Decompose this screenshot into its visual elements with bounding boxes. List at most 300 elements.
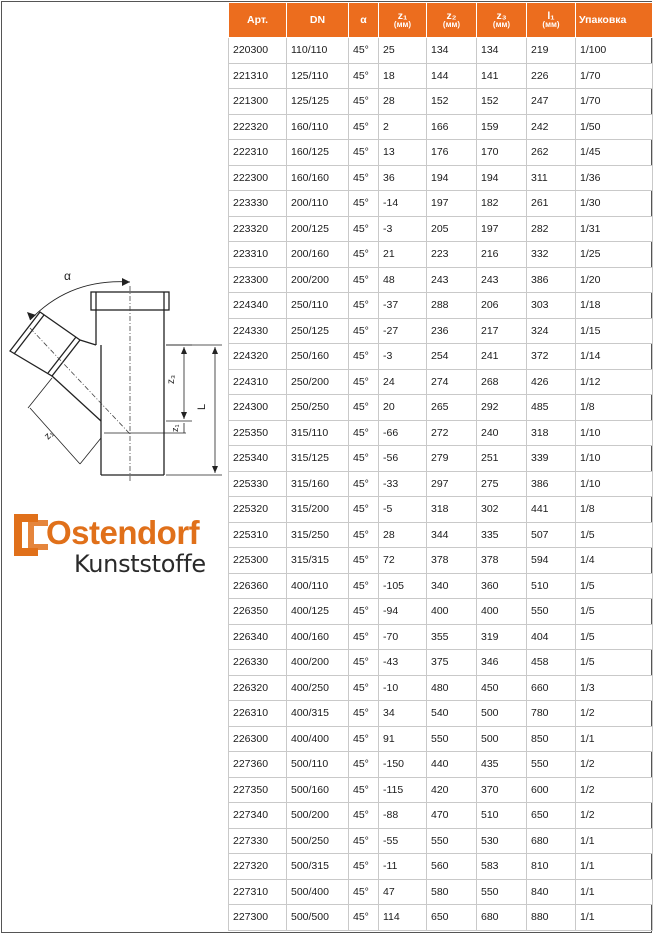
cell-col-art: 222300 — [229, 165, 287, 191]
cell-col-z1: 13 — [379, 140, 427, 166]
cell-col-dn: 110/110 — [287, 38, 349, 64]
cell-col-alpha: 45° — [349, 89, 379, 115]
cell-col-dn: 250/200 — [287, 369, 349, 395]
cell-col-z1: 34 — [379, 701, 427, 727]
cell-col-dn: 400/400 — [287, 726, 349, 752]
cell-col-art: 225340 — [229, 446, 287, 472]
cell-col-z1: -94 — [379, 599, 427, 625]
cell-col-packaging: 1/100 — [576, 38, 653, 64]
cell-col-z1: 47 — [379, 879, 427, 905]
cell-col-packaging: 1/10 — [576, 471, 653, 497]
cell-col-l1: 318 — [527, 420, 576, 446]
cell-col-z3: 197 — [477, 216, 527, 242]
z3-arrow-top — [181, 347, 187, 354]
cell-col-z1: -43 — [379, 650, 427, 676]
cell-col-z1: -11 — [379, 854, 427, 880]
cell-col-art: 225330 — [229, 471, 287, 497]
cell-col-packaging: 1/5 — [576, 599, 653, 625]
cell-col-packaging: 1/18 — [576, 293, 653, 319]
cell-col-z1: 21 — [379, 242, 427, 268]
cell-col-alpha: 45° — [349, 293, 379, 319]
cell-col-z1: -150 — [379, 752, 427, 778]
cell-col-z2: 176 — [427, 140, 477, 166]
cell-col-z2: 144 — [427, 63, 477, 89]
cell-col-z1: -3 — [379, 344, 427, 370]
cell-col-dn: 250/125 — [287, 318, 349, 344]
cell-col-alpha: 45° — [349, 63, 379, 89]
cell-col-z2: 650 — [427, 905, 477, 931]
cell-col-z2: 378 — [427, 548, 477, 574]
cell-col-alpha: 45° — [349, 650, 379, 676]
cell-col-packaging: 1/1 — [576, 854, 653, 880]
cell-col-alpha: 45° — [349, 573, 379, 599]
cell-col-l1: 507 — [527, 522, 576, 548]
spec-table — [228, 2, 653, 931]
table-row — [229, 650, 653, 676]
cell-col-alpha: 45° — [349, 191, 379, 217]
cell-col-z3: 500 — [477, 701, 527, 727]
header-label: z₃ — [496, 9, 507, 22]
cell-col-z2: 420 — [427, 777, 477, 803]
cell-col-alpha: 45° — [349, 165, 379, 191]
cell-col-packaging: 1/8 — [576, 395, 653, 421]
cell-col-art: 227340 — [229, 803, 287, 829]
cell-col-l1: 510 — [527, 573, 576, 599]
cell-col-packaging: 1/12 — [576, 369, 653, 395]
cell-col-packaging: 1/8 — [576, 497, 653, 523]
cell-col-art: 224320 — [229, 344, 287, 370]
cell-col-art: 227310 — [229, 879, 287, 905]
cell-col-z2: 288 — [427, 293, 477, 319]
L-arrow-bottom — [212, 466, 218, 473]
cell-col-z1: 24 — [379, 369, 427, 395]
cell-col-alpha: 45° — [349, 497, 379, 523]
cell-col-alpha: 45° — [349, 369, 379, 395]
cell-col-z2: 344 — [427, 522, 477, 548]
cell-col-dn: 500/500 — [287, 905, 349, 931]
table-row — [229, 879, 653, 905]
table-body — [229, 38, 653, 931]
cell-col-packaging: 1/3 — [576, 675, 653, 701]
cell-col-l1: 594 — [527, 548, 576, 574]
table-row — [229, 38, 653, 64]
cell-col-dn: 250/250 — [287, 395, 349, 421]
table-row — [229, 701, 653, 727]
cell-col-z2: 297 — [427, 471, 477, 497]
cell-col-art: 224330 — [229, 318, 287, 344]
z1-label: z₁ — [170, 424, 180, 432]
header-unit: (мм) — [442, 20, 461, 30]
cell-col-dn: 315/250 — [287, 522, 349, 548]
cell-col-dn: 500/250 — [287, 828, 349, 854]
cell-col-dn: 125/125 — [287, 89, 349, 115]
header-label: l₁ — [547, 9, 555, 22]
table-row — [229, 828, 653, 854]
cell-col-z2: 274 — [427, 369, 477, 395]
cell-col-l1: 332 — [527, 242, 576, 268]
alpha-arrow-2 — [122, 278, 130, 286]
cell-col-packaging: 1/10 — [576, 446, 653, 472]
cell-col-z3: 335 — [477, 522, 527, 548]
cell-col-z2: 236 — [427, 318, 477, 344]
z3-arrow-bottom — [181, 412, 187, 419]
cell-col-z2: 355 — [427, 624, 477, 650]
cell-col-z2: 340 — [427, 573, 477, 599]
table-row — [229, 624, 653, 650]
cell-col-packaging: 1/14 — [576, 344, 653, 370]
cell-col-dn: 500/110 — [287, 752, 349, 778]
cell-col-z1: -88 — [379, 803, 427, 829]
cell-col-art: 225320 — [229, 497, 287, 523]
cell-col-packaging: 1/50 — [576, 114, 653, 140]
cell-col-art: 227350 — [229, 777, 287, 803]
cell-col-art: 227300 — [229, 905, 287, 931]
table-row — [229, 369, 653, 395]
header-col-z1 — [379, 3, 427, 38]
cell-col-l1: 660 — [527, 675, 576, 701]
cell-col-alpha: 45° — [349, 701, 379, 727]
cell-col-z2: 279 — [427, 446, 477, 472]
cell-col-z3: 275 — [477, 471, 527, 497]
cell-col-packaging: 1/5 — [576, 522, 653, 548]
cell-col-dn: 250/160 — [287, 344, 349, 370]
cell-col-z1: 20 — [379, 395, 427, 421]
cell-col-l1: 219 — [527, 38, 576, 64]
header-unit: (мм) — [492, 20, 511, 30]
cell-col-art: 226360 — [229, 573, 287, 599]
cell-col-z1: -14 — [379, 191, 427, 217]
cell-col-alpha: 45° — [349, 777, 379, 803]
cell-col-dn: 125/110 — [287, 63, 349, 89]
cell-col-l1: 441 — [527, 497, 576, 523]
cell-col-z3: 500 — [477, 726, 527, 752]
cell-col-packaging: 1/2 — [576, 777, 653, 803]
cell-col-art: 226320 — [229, 675, 287, 701]
cell-col-art: 223300 — [229, 267, 287, 293]
cell-col-art: 225310 — [229, 522, 287, 548]
cell-col-art: 222320 — [229, 114, 287, 140]
cell-col-alpha: 45° — [349, 624, 379, 650]
cell-col-alpha: 45° — [349, 599, 379, 625]
cell-col-l1: 372 — [527, 344, 576, 370]
header-col-z3 — [477, 3, 527, 38]
cell-col-z2: 400 — [427, 599, 477, 625]
cell-col-l1: 600 — [527, 777, 576, 803]
cell-col-art: 224300 — [229, 395, 287, 421]
cell-col-l1: 485 — [527, 395, 576, 421]
table-row — [229, 165, 653, 191]
cell-col-packaging: 1/5 — [576, 650, 653, 676]
table-row — [229, 191, 653, 217]
cell-col-z1: 2 — [379, 114, 427, 140]
cell-col-z2: 540 — [427, 701, 477, 727]
cell-col-z2: 550 — [427, 726, 477, 752]
header-label: z₂ — [446, 9, 457, 22]
cell-col-alpha: 45° — [349, 752, 379, 778]
table-row — [229, 726, 653, 752]
cell-col-z2: 254 — [427, 344, 477, 370]
cell-col-z3: 400 — [477, 599, 527, 625]
cell-col-packaging: 1/2 — [576, 803, 653, 829]
header-label: DN — [309, 13, 326, 26]
cell-col-z2: 152 — [427, 89, 477, 115]
cell-col-z1: 36 — [379, 165, 427, 191]
cell-col-dn: 400/110 — [287, 573, 349, 599]
cell-col-art: 226300 — [229, 726, 287, 752]
cell-col-dn: 500/400 — [287, 879, 349, 905]
cell-col-l1: 810 — [527, 854, 576, 880]
cell-col-art: 226340 — [229, 624, 287, 650]
cell-col-alpha: 45° — [349, 420, 379, 446]
cell-col-z3: 370 — [477, 777, 527, 803]
cell-col-art: 225300 — [229, 548, 287, 574]
table-row — [229, 471, 653, 497]
cell-col-dn: 315/200 — [287, 497, 349, 523]
cell-col-z2: 318 — [427, 497, 477, 523]
table-row — [229, 777, 653, 803]
cell-col-alpha: 45° — [349, 216, 379, 242]
cell-col-dn: 500/315 — [287, 854, 349, 880]
cell-col-z1: 28 — [379, 89, 427, 115]
cell-col-art: 223320 — [229, 216, 287, 242]
table-row — [229, 63, 653, 89]
cell-col-art: 225350 — [229, 420, 287, 446]
table-row — [229, 420, 653, 446]
table-row — [229, 752, 653, 778]
ostendorf-logo — [8, 510, 228, 590]
table-row — [229, 675, 653, 701]
cell-col-art: 226330 — [229, 650, 287, 676]
cell-col-l1: 311 — [527, 165, 576, 191]
cell-col-z3: 240 — [477, 420, 527, 446]
cell-col-dn: 200/110 — [287, 191, 349, 217]
cell-col-z3: 680 — [477, 905, 527, 931]
table-row — [229, 522, 653, 548]
cell-col-z1: -66 — [379, 420, 427, 446]
alpha-arc — [30, 282, 130, 320]
cell-col-art: 227360 — [229, 752, 287, 778]
cell-col-z3: 435 — [477, 752, 527, 778]
cell-col-packaging: 1/1 — [576, 879, 653, 905]
cell-col-z1: -105 — [379, 573, 427, 599]
table-row — [229, 395, 653, 421]
cell-col-z2: 134 — [427, 38, 477, 64]
cell-col-packaging: 1/30 — [576, 191, 653, 217]
cell-col-z2: 580 — [427, 879, 477, 905]
branch-socket-edge-2 — [48, 337, 76, 373]
cell-col-z1: 28 — [379, 522, 427, 548]
header-unit: (мм) — [542, 20, 560, 30]
cell-col-art: 226310 — [229, 701, 287, 727]
cell-col-dn: 200/160 — [287, 242, 349, 268]
cell-col-z2: 166 — [427, 114, 477, 140]
cell-col-l1: 386 — [527, 267, 576, 293]
cell-col-z3: 378 — [477, 548, 527, 574]
cell-col-l1: 840 — [527, 879, 576, 905]
cell-col-art: 223330 — [229, 191, 287, 217]
cell-col-alpha: 45° — [349, 344, 379, 370]
cell-col-alpha: 45° — [349, 318, 379, 344]
table-row — [229, 267, 653, 293]
table-row — [229, 89, 653, 115]
cell-col-z3: 550 — [477, 879, 527, 905]
cell-col-z3: 583 — [477, 854, 527, 880]
header-col-art — [229, 3, 287, 38]
cell-col-l1: 650 — [527, 803, 576, 829]
header-label: Арт. — [247, 13, 268, 26]
cell-col-l1: 339 — [527, 446, 576, 472]
cell-col-packaging: 1/1 — [576, 828, 653, 854]
table-row — [229, 242, 653, 268]
cell-col-dn: 315/110 — [287, 420, 349, 446]
cell-col-dn: 500/200 — [287, 803, 349, 829]
cell-col-art: 226350 — [229, 599, 287, 625]
header-label: Упаковка — [579, 13, 627, 26]
cell-col-l1: 247 — [527, 89, 576, 115]
cell-col-alpha: 45° — [349, 471, 379, 497]
cell-col-z2: 223 — [427, 242, 477, 268]
cell-col-z1: -3 — [379, 216, 427, 242]
table-row — [229, 344, 653, 370]
table-row — [229, 548, 653, 574]
cell-col-dn: 400/315 — [287, 701, 349, 727]
cell-col-z1: 72 — [379, 548, 427, 574]
z3-label: z₃ — [166, 374, 177, 384]
cell-col-dn: 400/200 — [287, 650, 349, 676]
cell-col-z2: 265 — [427, 395, 477, 421]
header-label: α — [360, 13, 367, 26]
header-label: z₁ — [397, 9, 408, 22]
cell-col-dn: 160/125 — [287, 140, 349, 166]
cell-col-dn: 315/160 — [287, 471, 349, 497]
cell-col-alpha: 45° — [349, 242, 379, 268]
cell-col-z2: 470 — [427, 803, 477, 829]
logo-word-kunststoffe: Kunststoffe — [74, 550, 206, 578]
cell-col-packaging: 1/2 — [576, 752, 653, 778]
cell-col-l1: 850 — [527, 726, 576, 752]
cell-col-z2: 375 — [427, 650, 477, 676]
cell-col-alpha: 45° — [349, 879, 379, 905]
header-col-dn — [287, 3, 349, 38]
cell-col-art: 223310 — [229, 242, 287, 268]
cell-col-art: 224340 — [229, 293, 287, 319]
cell-col-z3: 292 — [477, 395, 527, 421]
cell-col-z1: -33 — [379, 471, 427, 497]
branch-top-join — [80, 340, 96, 345]
cell-col-z3: 251 — [477, 446, 527, 472]
cell-col-z1: 25 — [379, 38, 427, 64]
cell-col-z2: 272 — [427, 420, 477, 446]
z1-side-ext-2 — [80, 438, 101, 464]
cell-col-z3: 243 — [477, 267, 527, 293]
cell-col-z2: 440 — [427, 752, 477, 778]
cell-col-z1: 18 — [379, 63, 427, 89]
cell-col-z2: 560 — [427, 854, 477, 880]
cell-col-packaging: 1/1 — [576, 905, 653, 931]
cell-col-dn: 400/125 — [287, 599, 349, 625]
cell-col-z3: 319 — [477, 624, 527, 650]
cell-col-dn: 160/160 — [287, 165, 349, 191]
branch-centerline — [30, 328, 130, 434]
cell-col-z1: -10 — [379, 675, 427, 701]
cell-col-z3: 510 — [477, 803, 527, 829]
table-row — [229, 318, 653, 344]
header-unit: (мм) — [393, 20, 412, 30]
cell-col-z3: 182 — [477, 191, 527, 217]
cell-col-l1: 550 — [527, 599, 576, 625]
cell-col-dn: 315/315 — [287, 548, 349, 574]
table-row — [229, 905, 653, 931]
cell-col-art: 227330 — [229, 828, 287, 854]
cell-col-dn: 315/125 — [287, 446, 349, 472]
cell-col-packaging: 1/4 — [576, 548, 653, 574]
cell-col-packaging: 1/10 — [576, 420, 653, 446]
cell-col-alpha: 45° — [349, 726, 379, 752]
cell-col-packaging: 1/25 — [576, 242, 653, 268]
cell-col-z1: 114 — [379, 905, 427, 931]
cell-col-dn: 500/160 — [287, 777, 349, 803]
logo-word-ostendorf: Ostendorf — [46, 514, 200, 551]
cell-col-z2: 550 — [427, 828, 477, 854]
cell-col-z1: 91 — [379, 726, 427, 752]
cell-col-l1: 426 — [527, 369, 576, 395]
cell-col-packaging: 1/36 — [576, 165, 653, 191]
table-row — [229, 854, 653, 880]
cell-col-z2: 243 — [427, 267, 477, 293]
cell-col-z3: 141 — [477, 63, 527, 89]
cell-col-z2: 197 — [427, 191, 477, 217]
cell-col-dn: 160/110 — [287, 114, 349, 140]
cell-col-z3: 268 — [477, 369, 527, 395]
table-row — [229, 599, 653, 625]
cell-col-l1: 780 — [527, 701, 576, 727]
cell-col-alpha: 45° — [349, 803, 379, 829]
cell-col-z1: -55 — [379, 828, 427, 854]
cell-col-z1: -27 — [379, 318, 427, 344]
cell-col-alpha: 45° — [349, 395, 379, 421]
cell-col-z3: 241 — [477, 344, 527, 370]
cell-col-alpha: 45° — [349, 114, 379, 140]
cell-col-z1: 48 — [379, 267, 427, 293]
cell-col-alpha: 45° — [349, 675, 379, 701]
cell-col-l1: 386 — [527, 471, 576, 497]
z1-side-ext-1 — [28, 378, 52, 408]
cell-col-z2: 205 — [427, 216, 477, 242]
cell-col-art: 220300 — [229, 38, 287, 64]
cell-col-packaging: 1/15 — [576, 318, 653, 344]
cell-col-z3: 159 — [477, 114, 527, 140]
cell-col-alpha: 45° — [349, 828, 379, 854]
cell-col-z1: -70 — [379, 624, 427, 650]
cell-col-dn: 250/110 — [287, 293, 349, 319]
cell-col-alpha: 45° — [349, 548, 379, 574]
cell-col-z3: 170 — [477, 140, 527, 166]
cell-col-packaging: 1/5 — [576, 624, 653, 650]
cell-col-z3: 217 — [477, 318, 527, 344]
cell-col-packaging: 1/31 — [576, 216, 653, 242]
fitting-diagram — [0, 268, 228, 488]
cell-col-l1: 458 — [527, 650, 576, 676]
L-arrow-top — [212, 347, 218, 354]
cell-col-l1: 680 — [527, 828, 576, 854]
cell-col-alpha: 45° — [349, 267, 379, 293]
cell-col-alpha: 45° — [349, 905, 379, 931]
z1-side-label: z₁ — [42, 428, 57, 443]
cell-col-dn: 200/125 — [287, 216, 349, 242]
cell-col-art: 222310 — [229, 140, 287, 166]
cell-col-art: 224310 — [229, 369, 287, 395]
cell-col-z3: 302 — [477, 497, 527, 523]
